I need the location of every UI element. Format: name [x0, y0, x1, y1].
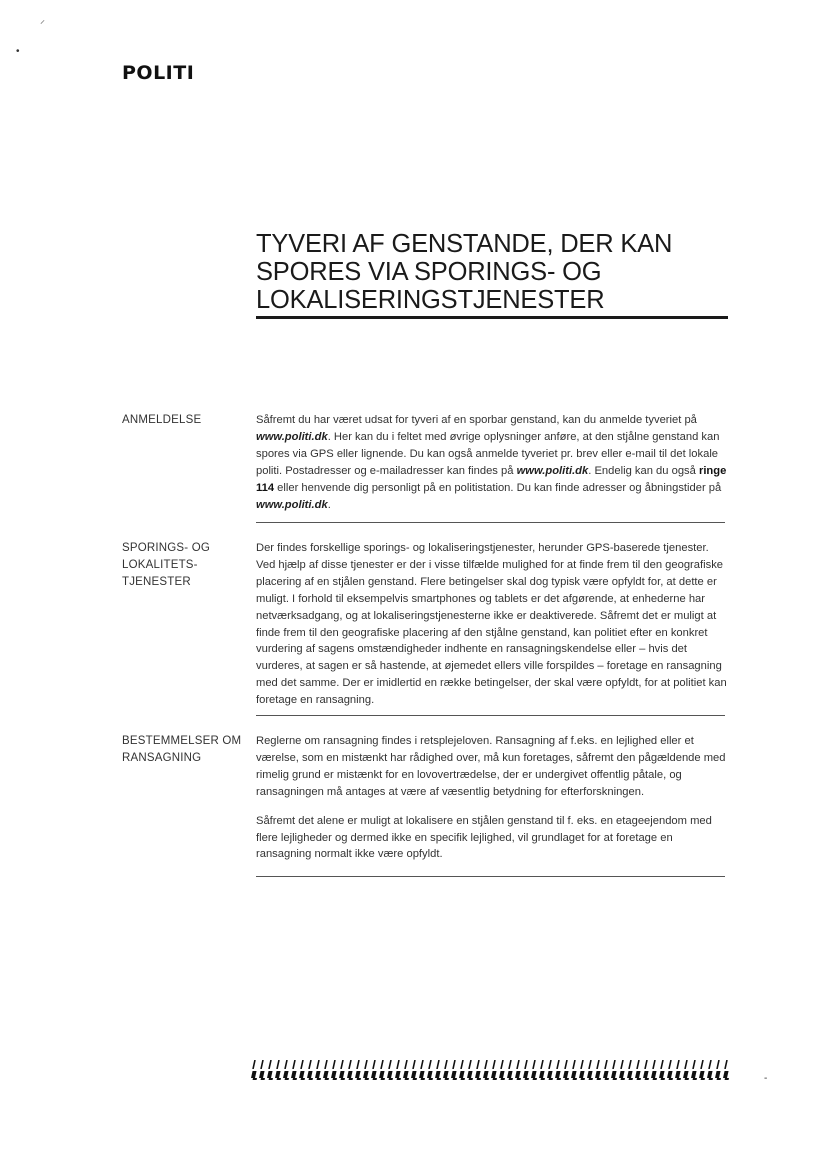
scan-speck: -: [764, 1073, 768, 1084]
page-title: TYVERI AF GENSTANDE, DER KAN SPORES VIA SPORINGS- OG LOKALISERINGSTJENESTER: [256, 230, 673, 314]
politi-link[interactable]: www.politi.dk: [516, 464, 589, 477]
scan-speck: •: [16, 46, 20, 57]
politi-logo: POLITI: [122, 62, 195, 84]
section-label-sporing: SPORINGS- OG LOKALITETS-TJENESTER: [122, 542, 211, 588]
section-divider: [256, 522, 725, 523]
phone-number: ringe 114: [256, 464, 727, 494]
title-divider: [256, 316, 728, 319]
section-divider: [256, 715, 725, 716]
politi-link[interactable]: www.politi.dk: [256, 430, 328, 443]
section-label-anmeldelse: ANMELDELSE: [122, 414, 202, 426]
section-body-bestemmelser: [256, 733, 728, 863]
paragraph: Såfremt det alene er muligt at lokalisere en stjålen genstand til f. eks. en etageejendom med flere lejligheder og dermed ikke en specifik lejlighed, vil grundlaget for at foretage en ransagning normalt ikke være opfyldt.: [256, 814, 712, 861]
politi-link[interactable]: www.politi.dk: [256, 498, 328, 511]
section-label-bestemmelser: BESTEMMELSER OM RANSAGNING: [122, 735, 242, 764]
section-divider: [256, 876, 725, 877]
scan-speck: ⸝: [40, 15, 45, 26]
section-body-anmeldelse: Såfremt du har været udsat for tyveri af en sporbar genstand, kan du anmelde tyveriet på www.politi.dk. Her kan du i feltet med øvrige oplysninger anføre, at den stjålne genstand kan spores via GPS eller lignende. Du kan også anmelde tyveriet pr. brev eller e-mail til det lokale politi. Postadresser og e-mailadresser kan findes på www.politi.dk. Endelig kan du også ringe 114 eller henvende dig personligt på en politistation. Du kan finde adresser og åbningstider på www.politi.dk.: [256, 414, 727, 511]
section-body-sporing: Der findes forskellige sporings- og lokaliseringstjenester, herunder GPS-baserede tjenester. Ved hjælp af disse tjenester er der i visse tilfælde mulighed for at finde frem til den geografiske placering af en stjålen genstand. Flere betingelser skal dog typisk være opfyldt for, at dette er muligt. I forhold til eksempelvis smartphones og tablets er det afgørende, at enhederne har netværksadgang, og at lokaliseringstjenesterne ikke er deaktiverede. Såfremt det er muligt at finde frem til den geografiske placering af den stjålne genstand, kan politiet efter en konkret vurdering af sagens omstændigheder indhente en ransagningskendelse eller – hvis det vurderes, at sagen er så hastende, at øjemedet ellers ville forspildes – foretage en ransagning med det samme. Der er imidlertid en række betingelser, der skal være opfyldt, for at politiet kan foretage en ransagning.: [256, 542, 727, 707]
footer-hatch-band: [250, 1060, 730, 1080]
paragraph: Reglerne om ransagning findes i retsplejeloven. Ransagning af f.eks. en lejlighed eller et værelse, som en mistænkt har rådighed over, må kun foretages, såfremt den pågældende med rimelig grund er mistænkt for en lovovertrædelse, der er undergivet offentlig påtale, og ransagningen må antages at være af væsentlig betydning for efterforskningen.: [256, 735, 726, 798]
